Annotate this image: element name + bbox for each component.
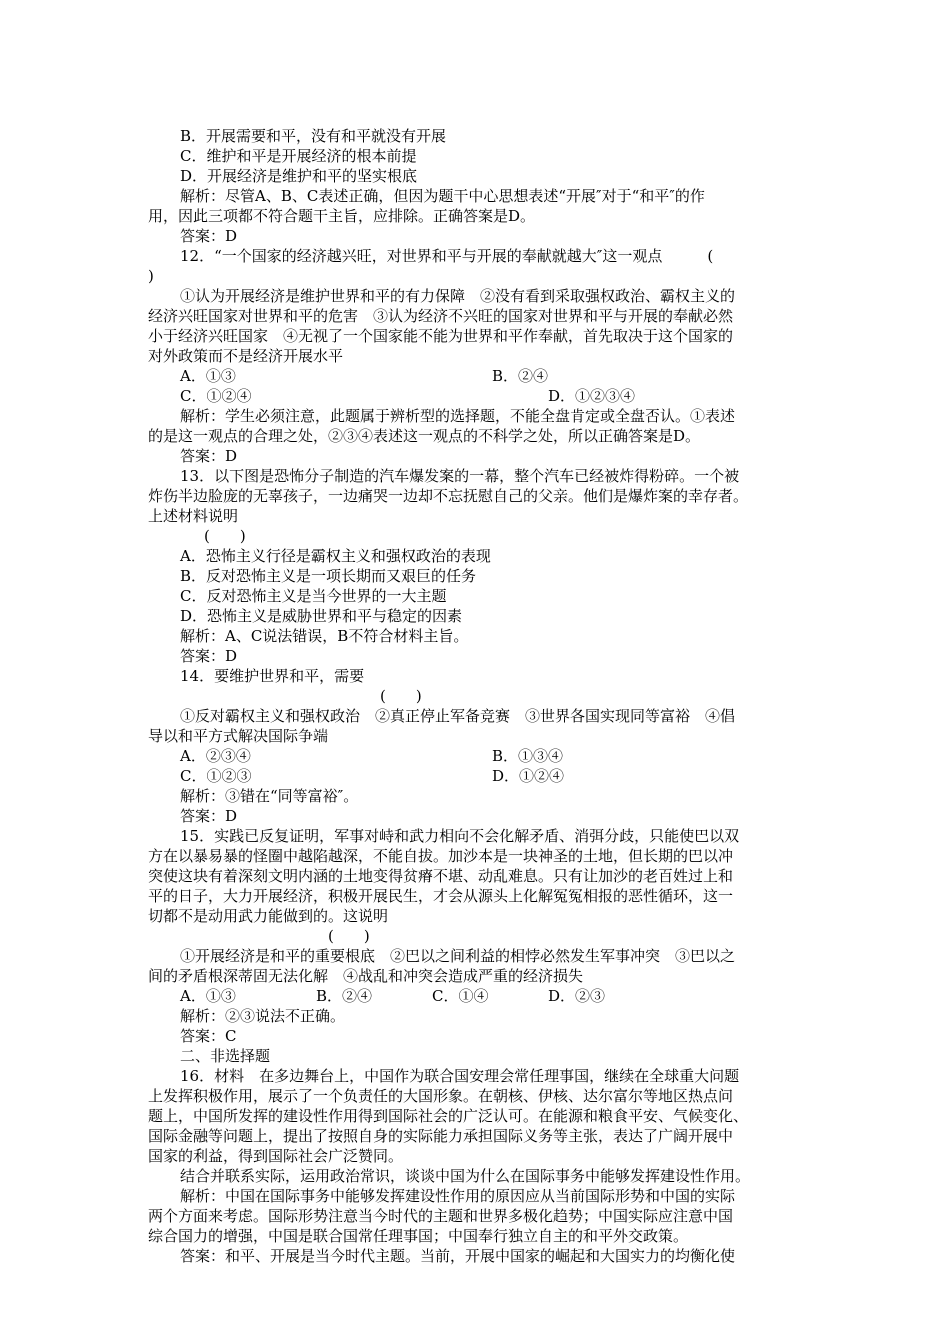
question-15-statement: ①开展经济是和平的重要根底 ②巴以之间利益的相悖必然发生军事冲突 ③巴以之	[180, 947, 736, 965]
question-15: 15．实践已反复证明，军事对峙和武力相向不会化解矛盾、消弭分歧，只能使巴以双	[180, 827, 740, 845]
section-heading: 二、非选择题	[180, 1047, 271, 1065]
option-b: B．②④	[492, 367, 549, 385]
answer-line: 答案：D	[180, 807, 238, 825]
option-a: A．恐怖主义行径是霸权主义和强权政治的表现	[180, 547, 491, 565]
analysis-line: 解析：A、C说法错误，B不符合材料主旨。	[180, 627, 469, 645]
analysis-line: 解析：②③说法不正确。	[180, 1007, 346, 1025]
question-16-prompt: 结合并联系实际，运用政治常识，谈谈中国为什么在国际事务中能够发挥建设性作用。	[180, 1167, 751, 1185]
question-15-bracket: ( )	[328, 927, 370, 945]
option-a: A．①③	[180, 367, 236, 385]
option-a: A．①③	[180, 987, 236, 1005]
question-12-statement: 经济兴旺国家对世界和平的危害 ③认为经济不兴旺的国家对世界和平与开展的奉献必然	[148, 307, 734, 325]
analysis-line: 解析：尽管A、B、C表述正确，但因为题干中心思想表述“开展″对于“和平″的作	[180, 187, 705, 205]
question-12-statement: ①认为开展经济是维护世界和平的有力保障 ②没有看到采取强权政治、霸权主义的	[180, 287, 736, 305]
option-d: D．恐怖主义是威胁世界和平与稳定的因素	[180, 607, 463, 625]
analysis-line: 解析：中国在国际事务中能够发挥建设性作用的原因应从当前国际形势和中国的实际	[180, 1187, 736, 1205]
question-14-statement: ①反对霸权主义和强权政治 ②真正停止军备竞赛 ③世界各国实现同等富裕 ④倡	[180, 707, 736, 725]
option-b: B．反对恐怖主义是一项长期而又艰巨的任务	[180, 567, 477, 585]
answer-line: 答案：D	[180, 447, 238, 465]
question-12-bracket: )	[148, 267, 154, 285]
question-16: 国家的利益，得到国际社会广泛赞同。	[148, 1147, 404, 1165]
answer-line: 答案：D	[180, 647, 238, 665]
option-c: C．①②③	[180, 767, 252, 785]
option-d: D．②③	[548, 987, 606, 1005]
option-a: A．②③④	[180, 747, 251, 765]
option-d: D．①②③④	[548, 387, 636, 405]
question-14-bracket: ( )	[380, 687, 422, 705]
analysis-line: 两个方面来考虑。国际形势注意当今时代的主题和世界多极化趋势；中国实际应注意中国	[148, 1207, 734, 1225]
question-13-bracket: ( )	[204, 527, 246, 545]
analysis-line: 解析：③错在“同等富裕″。	[180, 787, 359, 805]
answer-line: 答案：C	[180, 1027, 237, 1045]
question-16: 题上，中国所发挥的建设性作用得到国际社会的广泛认可。在能源和粮食平安、气候变化、	[148, 1107, 749, 1125]
question-13: 13．以下图是恐怖分子制造的汽车爆发案的一幕，整个汽车已经被炸得粉碎。一个被	[180, 467, 740, 485]
question-15: 方在以暴易暴的怪圈中越陷越深，不能自拔。加沙本是一块神圣的土地，但长期的巴以冲	[148, 847, 734, 865]
analysis-line: 的是这一观点的合理之处，②③④表述这一观点的不科学之处，所以正确答案是D。	[148, 427, 701, 445]
analysis-line: 解析：学生必须注意，此题属于辨析型的选择题，不能全盘肯定或全盘否认。①表述	[180, 407, 736, 425]
option-b: B．开展需要和平，没有和平就没有开展	[180, 127, 447, 145]
question-16: 上发挥积极作用，展示了一个负责任的大国形象。在朝核、伊核、达尔富尔等地区热点问	[148, 1087, 734, 1105]
option-c: C．①②④	[180, 387, 252, 405]
analysis-line: 用，因此三项都不符合题干主旨，应排除。正确答案是D。	[148, 207, 536, 225]
question-16: 16．材料 在多边舞台上，中国作为联合国安理会常任理事国，继续在全球重大问题	[180, 1067, 740, 1085]
question-12-statement: 对外政策而不是经济开展水平	[148, 347, 344, 365]
analysis-line: 综合国力的增强，中国是联合国常任理事国；中国奉行独立自主的和平外交政策。	[148, 1227, 689, 1245]
question-13: 炸伤半边脸庞的无辜孩子，一边痛哭一边却不忘抚慰自己的父亲。他们是爆炸案的幸存者。	[148, 487, 749, 505]
question-15-statement: 间的矛盾根深蒂固无法化解 ④战乱和冲突会造成严重的经济损失	[148, 967, 584, 985]
option-d: D．①②④	[492, 767, 565, 785]
option-c: C．①④	[432, 987, 489, 1005]
option-c: C．维护和平是开展经济的根本前提	[180, 147, 417, 165]
question-12: 12．“一个国家的经济越兴旺，对世界和平与开展的奉献就越大″这一观点 (	[180, 247, 714, 265]
question-15: 突使这块有着深刻文明内涵的土地变得贫瘠不堪、动乱难息。只有让加沙的老百姓过上和	[148, 867, 734, 885]
question-13: 上述材料说明	[148, 507, 239, 525]
question-16: 国际金融等问题上，提出了按照自身的实际能力承担国际义务等主张，表达了广阔开展中	[148, 1127, 734, 1145]
option-c: C．反对恐怖主义是当今世界的一大主题	[180, 587, 447, 605]
question-14: 14．要维护世界和平，需要	[180, 667, 365, 685]
question-15: 平的日子，大力开展经济，积极开展民生，才会从源头上化解冤冤相报的恶性循环，这一	[148, 887, 734, 905]
question-15: 切都不是动用武力能做到的。这说明	[148, 907, 389, 925]
option-b: B．②④	[316, 987, 373, 1005]
question-14-statement: 导以和平方式解决国际争端	[148, 727, 329, 745]
option-d: D．开展经济是维护和平的坚实根底	[180, 167, 418, 185]
answer-line: 答案：和平、开展是当今时代主题。当前，开展中国家的崛起和大国实力的均衡化使	[180, 1247, 736, 1265]
question-12-statement: 小于经济兴旺国家 ④无视了一个国家能不能为世界和平作奉献，首先取决于这个国家的	[148, 327, 734, 345]
answer-line: 答案：D	[180, 227, 238, 245]
option-b: B．①③④	[492, 747, 564, 765]
